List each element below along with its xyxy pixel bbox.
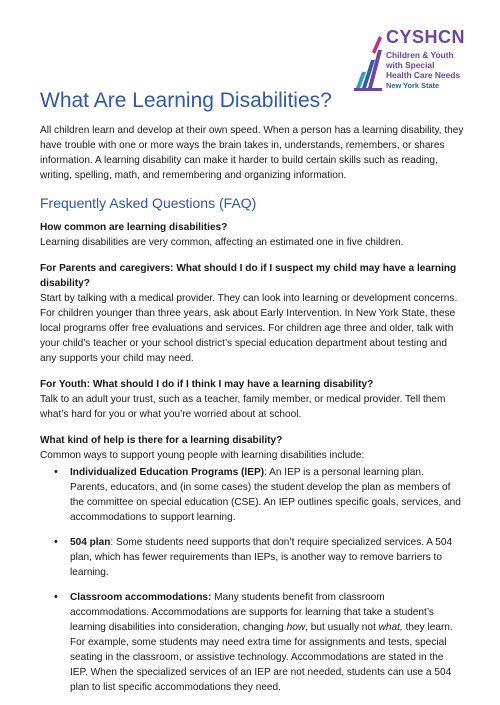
faq-item — [40, 433, 464, 695]
support-text: , but usually not — [305, 622, 379, 633]
faq-answer: Talk to an adult your trust, such as a teacher, family member, or medical provider. Tell them what’s hard for you or what you’re worried about at school. — [40, 394, 446, 420]
faq-question: How common are learning disabilities? — [40, 222, 228, 233]
list-item — [40, 465, 464, 525]
faq-answer: Start by talking with a medical provider. They can look into learning or development concerns. For children younger than three years, ask about Early Intervention. In New York State, these local programs offer free evaluations and services. For children age three and older, talk with your child’s teacher or your school district’s special education department about testing and any supports your child may need. — [40, 293, 458, 364]
document-body — [40, 123, 464, 705]
logo-subtitle-line: with Special — [386, 60, 435, 70]
intro-paragraph: All children learn and develop at their own speed. When a person has a learning disability, they have trouble with one or more ways the brain takes in, understands, remembers, or shares information. A learning disability can make it harder to build certain skills such as reading, writing, spelling, math, and remembering and organizing information. — [40, 125, 464, 181]
faq-answer: Learning disabilities are very common, affecting an estimated one in five children. — [40, 237, 404, 248]
logo-state: New York State — [386, 81, 440, 90]
support-text: : Some students need supports that don’t require specialized services. A 504 plan, which has fewer requirements than IEPs, is another way to remove barriers to learning. — [70, 537, 453, 578]
logo-bars-icon — [352, 32, 382, 92]
support-list — [40, 465, 464, 695]
cyshcn-logo — [352, 26, 472, 98]
faq-item — [40, 261, 464, 366]
emphasis-text: what, — [378, 622, 403, 633]
list-item — [40, 590, 464, 695]
support-text: : An IEP is a personal learning plan. Parents, educators, and (in some cases) the student develop the plan as members of the committee on special education (CSE). An IEP outlines specific goals, services, and accommodations to support learning. — [70, 467, 461, 523]
logo-subtitle — [386, 50, 460, 80]
faq-heading: Frequently Asked Questions (FAQ) — [40, 195, 257, 211]
faq-question: For Youth: What should I do if I think I may have a learning disability? — [40, 379, 374, 390]
support-term: Classroom accommodations: — [70, 592, 212, 603]
faq-item — [40, 220, 464, 250]
page-title: What Are Learning Disabilities? — [40, 89, 332, 112]
logo-subtitle-line: Health Care Needs — [386, 70, 461, 80]
support-text: they learn. For example, some students may need extra time for assignments and tests, special seating in the classroom, or assistive technology. Accommodations are stated in the IEP. When the specialized services of an IEP are not needed, students can use a 504 plan to list specific accommodations they need. — [70, 622, 453, 693]
support-text: Many students benefit from classroom accommodations. Accommodations are supports for learning that take a student’s learning disabilities into consideration, changing — [70, 592, 434, 633]
faq-question: What kind of help is there for a learning disability? — [40, 435, 283, 446]
support-term: 504 plan — [70, 537, 111, 548]
support-term: Individualized Education Programs (IEP) — [70, 467, 265, 478]
logo-subtitle-line: Children & Youth — [386, 50, 454, 60]
logo-title: CYSHCN — [386, 27, 466, 47]
faq-answer: Common ways to support young people with learning disabilities include: — [40, 450, 365, 461]
faq-question: For Parents and caregivers: What should I do if I suspect my child may have a learning disability? — [40, 263, 457, 289]
list-item — [40, 535, 464, 580]
faq-item — [40, 377, 464, 422]
emphasis-text: how — [286, 622, 306, 633]
